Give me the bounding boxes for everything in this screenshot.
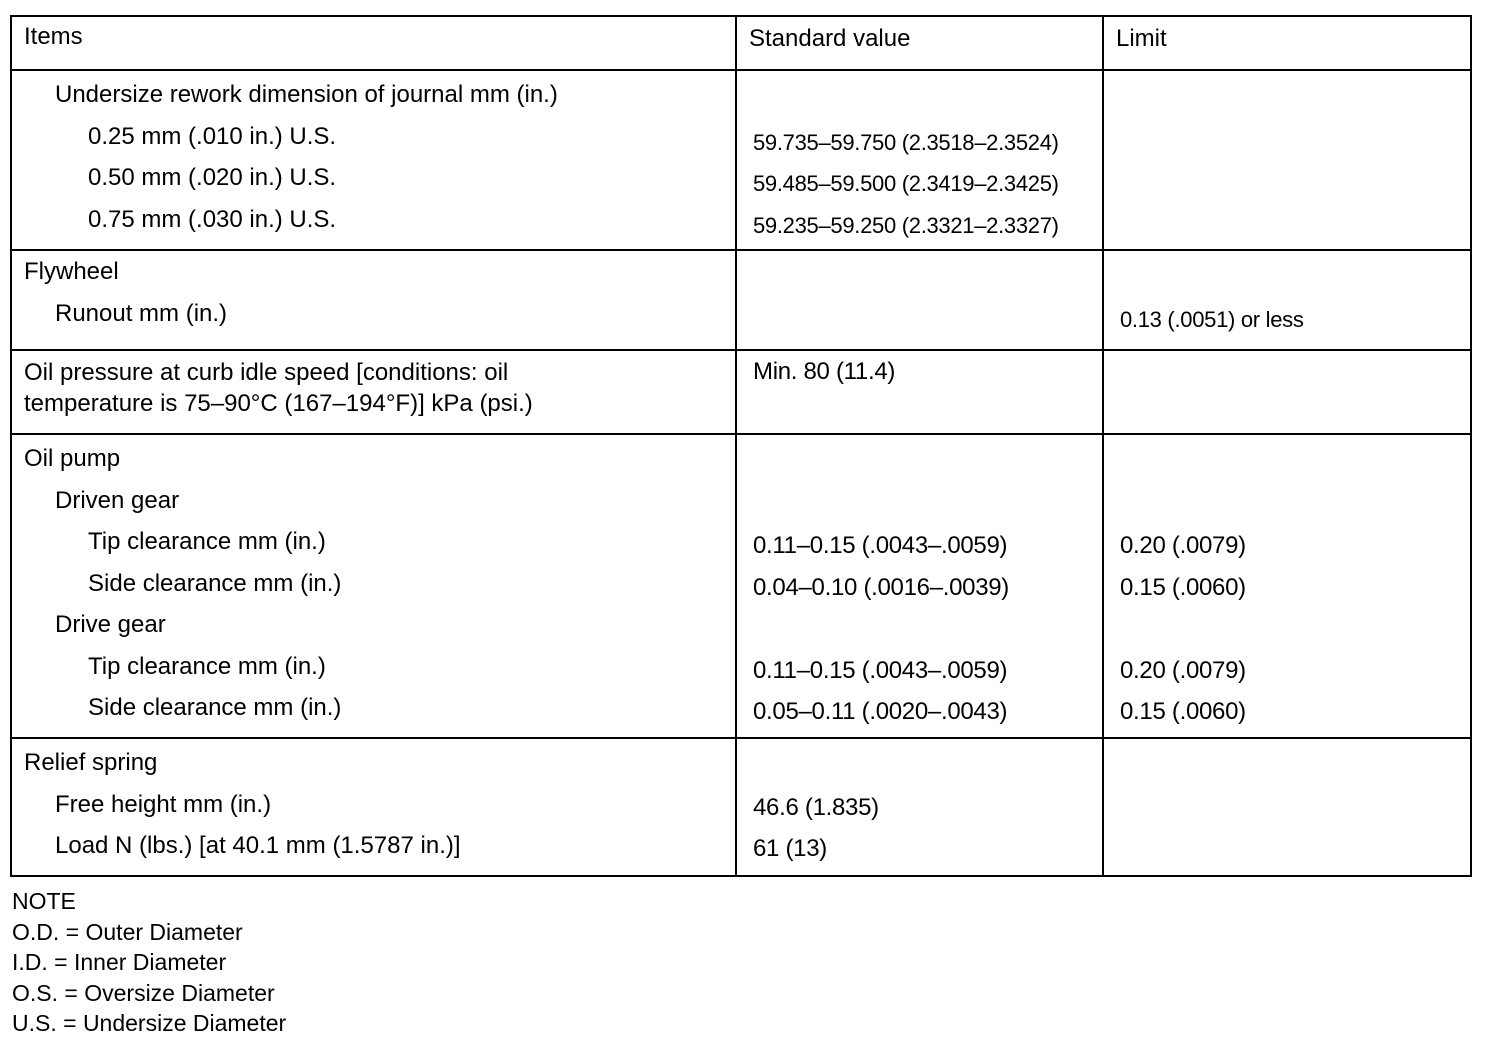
drive-gear-title: Drive gear [55,611,166,638]
note-line-od: O.D. = Outer Diameter [12,918,243,945]
oil-pressure-item: Oil pressure at curb idle speed [conditions: oil temperature is 75–90°C (167–194°F)] kPa (psi.) [24,359,533,417]
drive-gear-side-standard: 0.05–0.11 (.0020–.0043) [753,698,1008,725]
table-row-flywheel [11,250,1471,350]
flywheel-standard-cell [736,250,1103,350]
oil-pressure-standard-cell [736,350,1103,434]
oil-pump-standard-cell [736,434,1103,738]
driven-gear-tip-standard: 0.11–0.15 (.0043–.0059) [753,532,1008,559]
table-row-relief-spring [11,738,1471,876]
flywheel-runout: Runout mm (in.) [55,299,228,327]
relief-spring-standard-cell [736,738,1103,876]
free-height-standard: 46.6 (1.835) [753,793,879,821]
flywheel-items-cell [11,250,736,350]
free-height-item: Free height mm (in.) [55,790,272,818]
notes-title: NOTE [12,888,76,914]
driven-gear-tip-limit: 0.20 (.0079) [1120,532,1246,559]
header-standard-value: Standard value [736,16,1103,70]
journal-item-3: 0.75 mm (.030 in.) U.S. [88,205,337,233]
note-line-os: O.S. = Oversize Diameter [12,979,275,1006]
table-row-oil-pump [11,434,1471,738]
drive-gear-tip-standard: 0.11–0.15 (.0043–.0059) [753,656,1008,684]
load-item: Load N (lbs.) [at 40.1 mm (1.5787 in.)] [55,832,461,859]
oil-pressure-standard: Min. 80 (11.4) [753,358,896,385]
load-standard: 61 (13) [753,835,827,862]
flywheel-runout-limit: 0.13 (.0051) or less [1120,306,1304,332]
table-row-journal [11,70,1471,250]
relief-spring-title: Relief spring [24,749,158,776]
journal-standard-1: 59.735–59.750 (2.3518–2.3524) [753,129,1059,155]
journal-items-cell [11,70,736,250]
oil-pressure-items-cell [11,350,736,434]
drive-gear-side-limit: 0.15 (.0060) [1120,698,1246,725]
journal-title: Undersize rework dimension of journal mm (in.) [55,81,558,108]
drive-gear-tip-limit: 0.20 (.0079) [1120,656,1246,684]
header-items: Items [11,16,736,70]
driven-gear-side-standard: 0.04–0.10 (.0016–.0039) [753,573,1009,601]
drive-gear-side-item: Side clearance mm (in.) [88,694,342,721]
note-line-id: I.D. = Inner Diameter [12,949,227,975]
journal-standard-2: 59.485–59.500 (2.3419–2.3425) [753,171,1059,196]
oil-pump-items-cell [11,434,736,738]
table-row-oil-pressure [11,350,1471,434]
flywheel-limit-cell [1103,250,1471,350]
journal-item-1: 0.25 mm (.010 in.) U.S. [88,122,337,150]
header-limit: Limit [1103,16,1471,70]
journal-limit-cell [1103,70,1471,250]
driven-gear-tip-item: Tip clearance mm (in.) [88,528,326,555]
oil-pump-title: Oil pump [24,445,121,472]
journal-standard-cell [736,70,1103,250]
specifications-table [10,15,1472,877]
oil-pump-limit-cell [1103,434,1471,738]
relief-spring-limit-cell [1103,738,1471,876]
driven-gear-side-item: Side clearance mm (in.) [88,569,342,597]
relief-spring-items-cell [11,738,736,876]
journal-item-2: 0.50 mm (.020 in.) U.S. [88,164,337,191]
drive-gear-tip-item: Tip clearance mm (in.) [88,652,326,680]
flywheel-title: Flywheel [24,258,119,285]
note-line-us: U.S. = Undersize Diameter [12,1010,287,1036]
journal-standard-3: 59.235–59.250 (2.3321–2.3327) [753,212,1059,238]
table-header-row [11,16,1471,70]
notes-block [12,886,286,1039]
driven-gear-side-limit: 0.15 (.0060) [1120,573,1246,601]
driven-gear-title: Driven gear [55,486,180,514]
oil-pressure-limit-cell [1103,350,1471,434]
